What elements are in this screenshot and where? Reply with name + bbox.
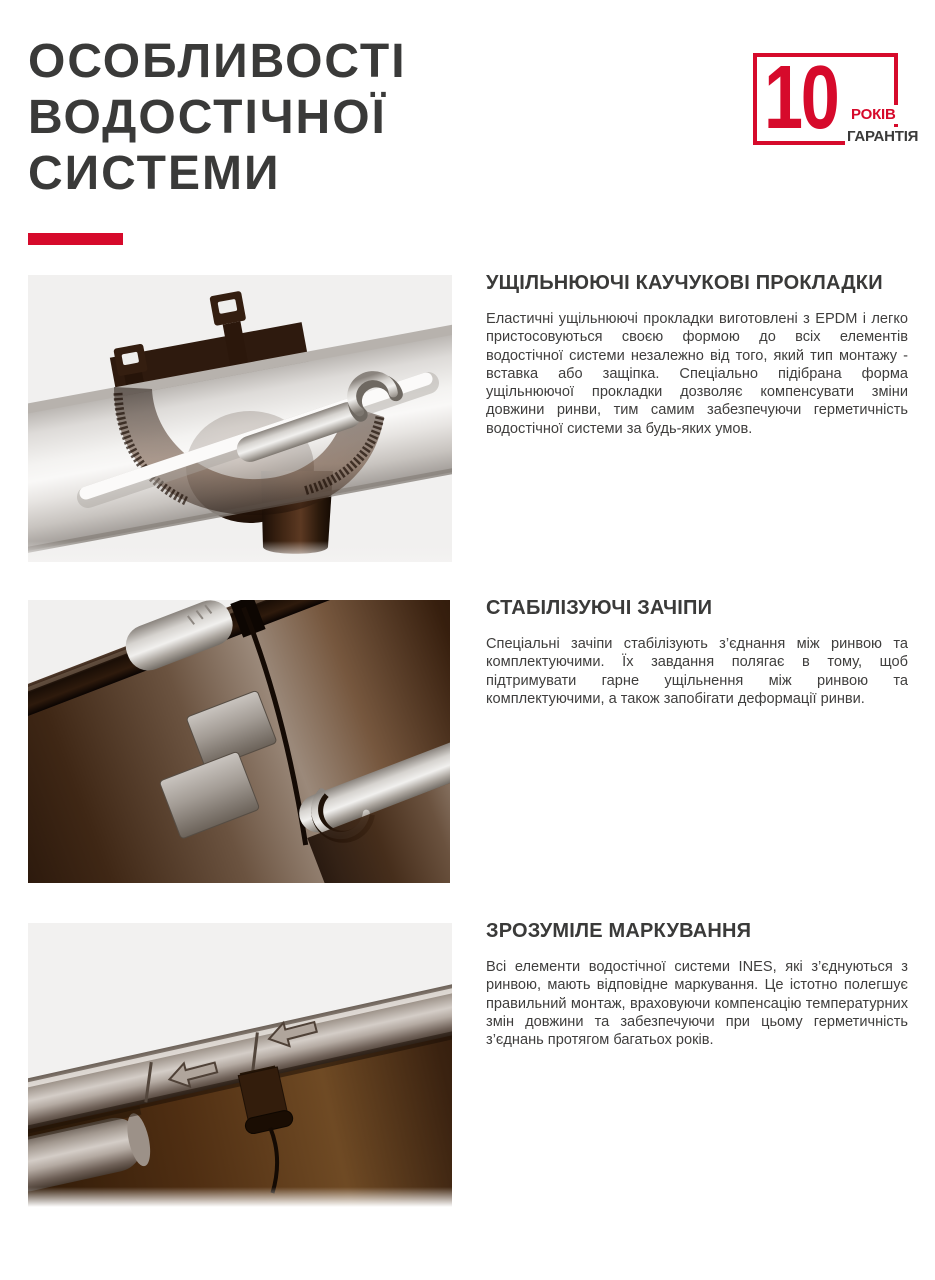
section-body: Еластичні ущільнюючі прокладки виготовлені з EPDM і легко пристосовуються своєю формою до всіх елементів водостічної системи незалежно від того, який тип монтажу - вставка або защіпка. Спеціально підібрана форма ущільнюючої прокладки дозволяє компенсувати зміни довжини ринви, тим самим забезпечуючи герметичність водостічної системи за будь-яких умов.	[486, 311, 908, 437]
section-heading: СТАБІЛІЗУЮЧІ ЗАЧІПИ	[486, 597, 713, 619]
page-title-line: ОСОБЛИВОСТІ	[28, 35, 407, 88]
section-heading: ЗРОЗУМІЛЕ МАРКУВАННЯ	[486, 920, 752, 942]
section-body: Всі елементи водостічної системи INES, які з’єднуються з ринвою, мають відповідне маркування. Це істотно полегшує правильний монтаж, враховуючи компенсацію температурних змін довжини та забезпечуючи при цьому герметичність з’єднань протягом багатьох років.	[486, 959, 908, 1049]
section-body: Спеціальні зачіпи стабілізують з’єднання між ринвою та комплектуючими. Їх завдання полягає в тому, щоб підтримувати гарне ущільнення між ринвою та комплектуючими, а також запобігати деформації ринви.	[486, 636, 908, 707]
warranty-label: ГАРАНТІЯ	[847, 128, 919, 145]
marking-arrows-render	[28, 923, 452, 1207]
page-title-line: ВОДОСТІЧНОЇ	[28, 91, 387, 144]
section-image	[28, 275, 452, 562]
section-text	[486, 920, 908, 1049]
warranty-years-unit: РОКІВ	[851, 106, 896, 123]
drop-outlet-render	[28, 275, 452, 562]
page-title	[28, 34, 407, 202]
warranty-years-number: 10	[764, 48, 838, 148]
section-text	[486, 597, 908, 708]
accent-dash	[28, 233, 123, 245]
section-image	[28, 923, 452, 1207]
stabilizing-clips-render	[28, 600, 450, 883]
page-title-line: СИСТЕМИ	[28, 147, 281, 200]
section-heading: УЩІЛЬНЮЮЧІ КАУЧУКОВІ ПРОКЛАДКИ	[486, 272, 883, 294]
section-image	[28, 600, 450, 883]
section-text	[486, 272, 908, 438]
